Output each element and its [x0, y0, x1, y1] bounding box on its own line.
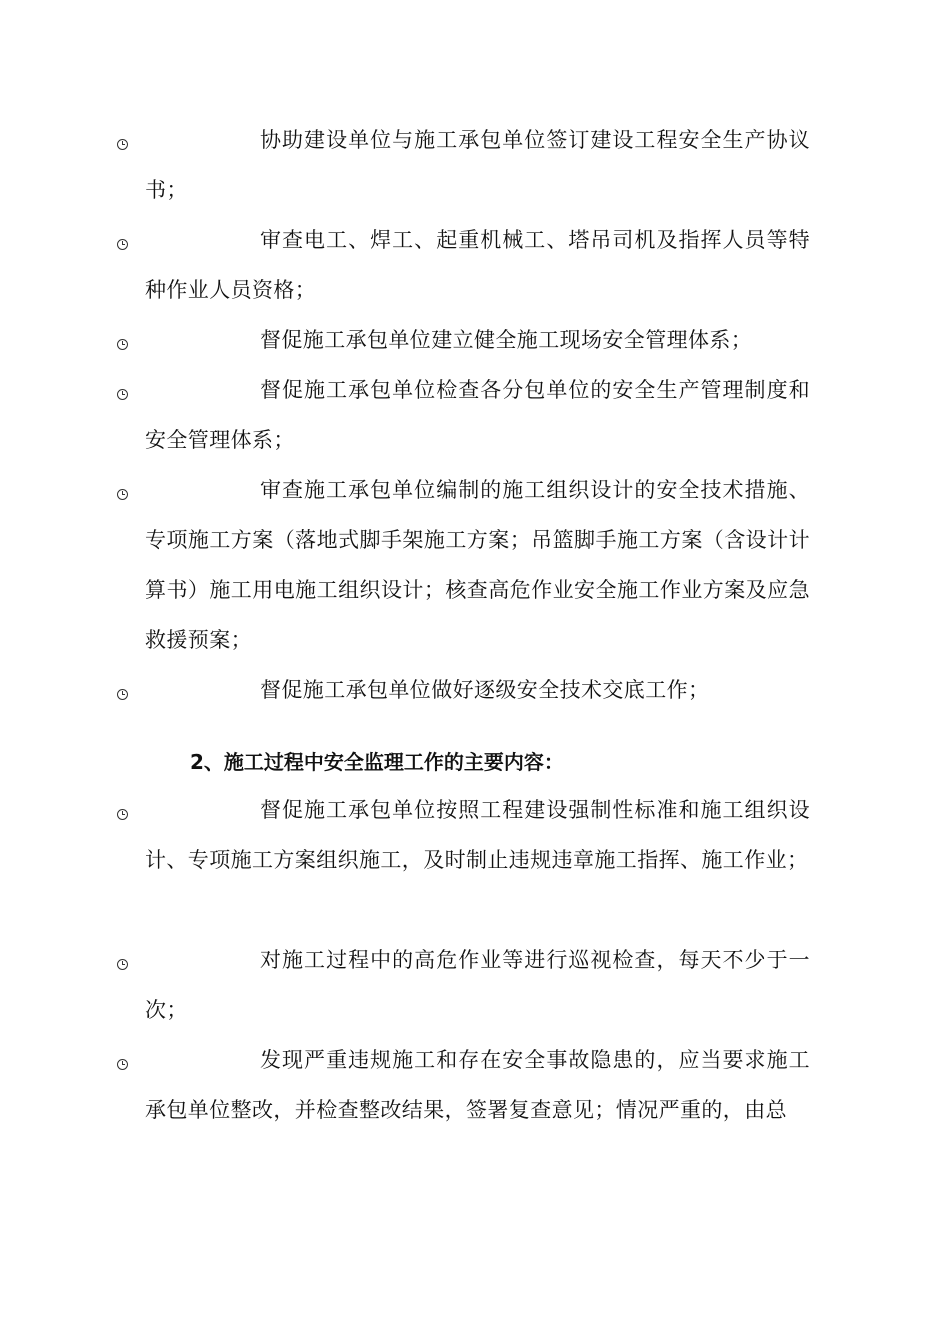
list-item-text: 发现严重违规施工和存在安全事故隐患的，应当要求施工承包单位整改，并检查整改结果，签署复查意见；情况严重的，由总 [145, 1048, 810, 1122]
clock-bullet-icon [117, 239, 128, 250]
list-item-text: 督促施工承包单位建立健全施工现场安全管理体系； [260, 328, 753, 352]
clock-bullet-icon [117, 1059, 128, 1070]
clock-bullet-icon [117, 489, 128, 500]
clock-bullet-icon [117, 139, 128, 150]
list-item-text: 督促施工承包单位检查各分包单位的安全生产管理制度和安全管理体系； [145, 378, 810, 452]
list-item-text: 督促施工承包单位按照工程建设强制性标准和施工组织设计、专项施工方案组织施工，及时制止违规违章施工指挥、施工作业； [145, 798, 810, 872]
clock-bullet-icon [117, 959, 128, 970]
list-item-text: 督促施工承包单位做好逐级安全技术交底工作； [260, 678, 710, 702]
list-item-text: 审查施工承包单位编制的施工组织设计的安全技术措施、专项施工方案（落地式脚手架施工方案；吊篮脚手施工方案（含设计计算书）施工用电施工组织设计；核查高危作业安全施工作业方案及应急救援预案； [145, 478, 810, 652]
section-heading: 2、施工过程中安全监理工作的主要内容： [190, 750, 564, 774]
clock-bullet-icon [117, 809, 128, 820]
list-item-text: 协助建设单位与施工承包单位签订建设工程安全生产协议书； [145, 128, 810, 202]
clock-bullet-icon [117, 389, 128, 400]
clock-bullet-icon [117, 689, 128, 700]
list-item-text: 审查电工、焊工、起重机械工、塔吊司机及指挥人员等特种作业人员资格； [145, 228, 810, 302]
clock-bullet-icon [117, 339, 128, 350]
list-item-text: 对施工过程中的高危作业等进行巡视检查，每天不少于一次； [145, 948, 810, 1022]
